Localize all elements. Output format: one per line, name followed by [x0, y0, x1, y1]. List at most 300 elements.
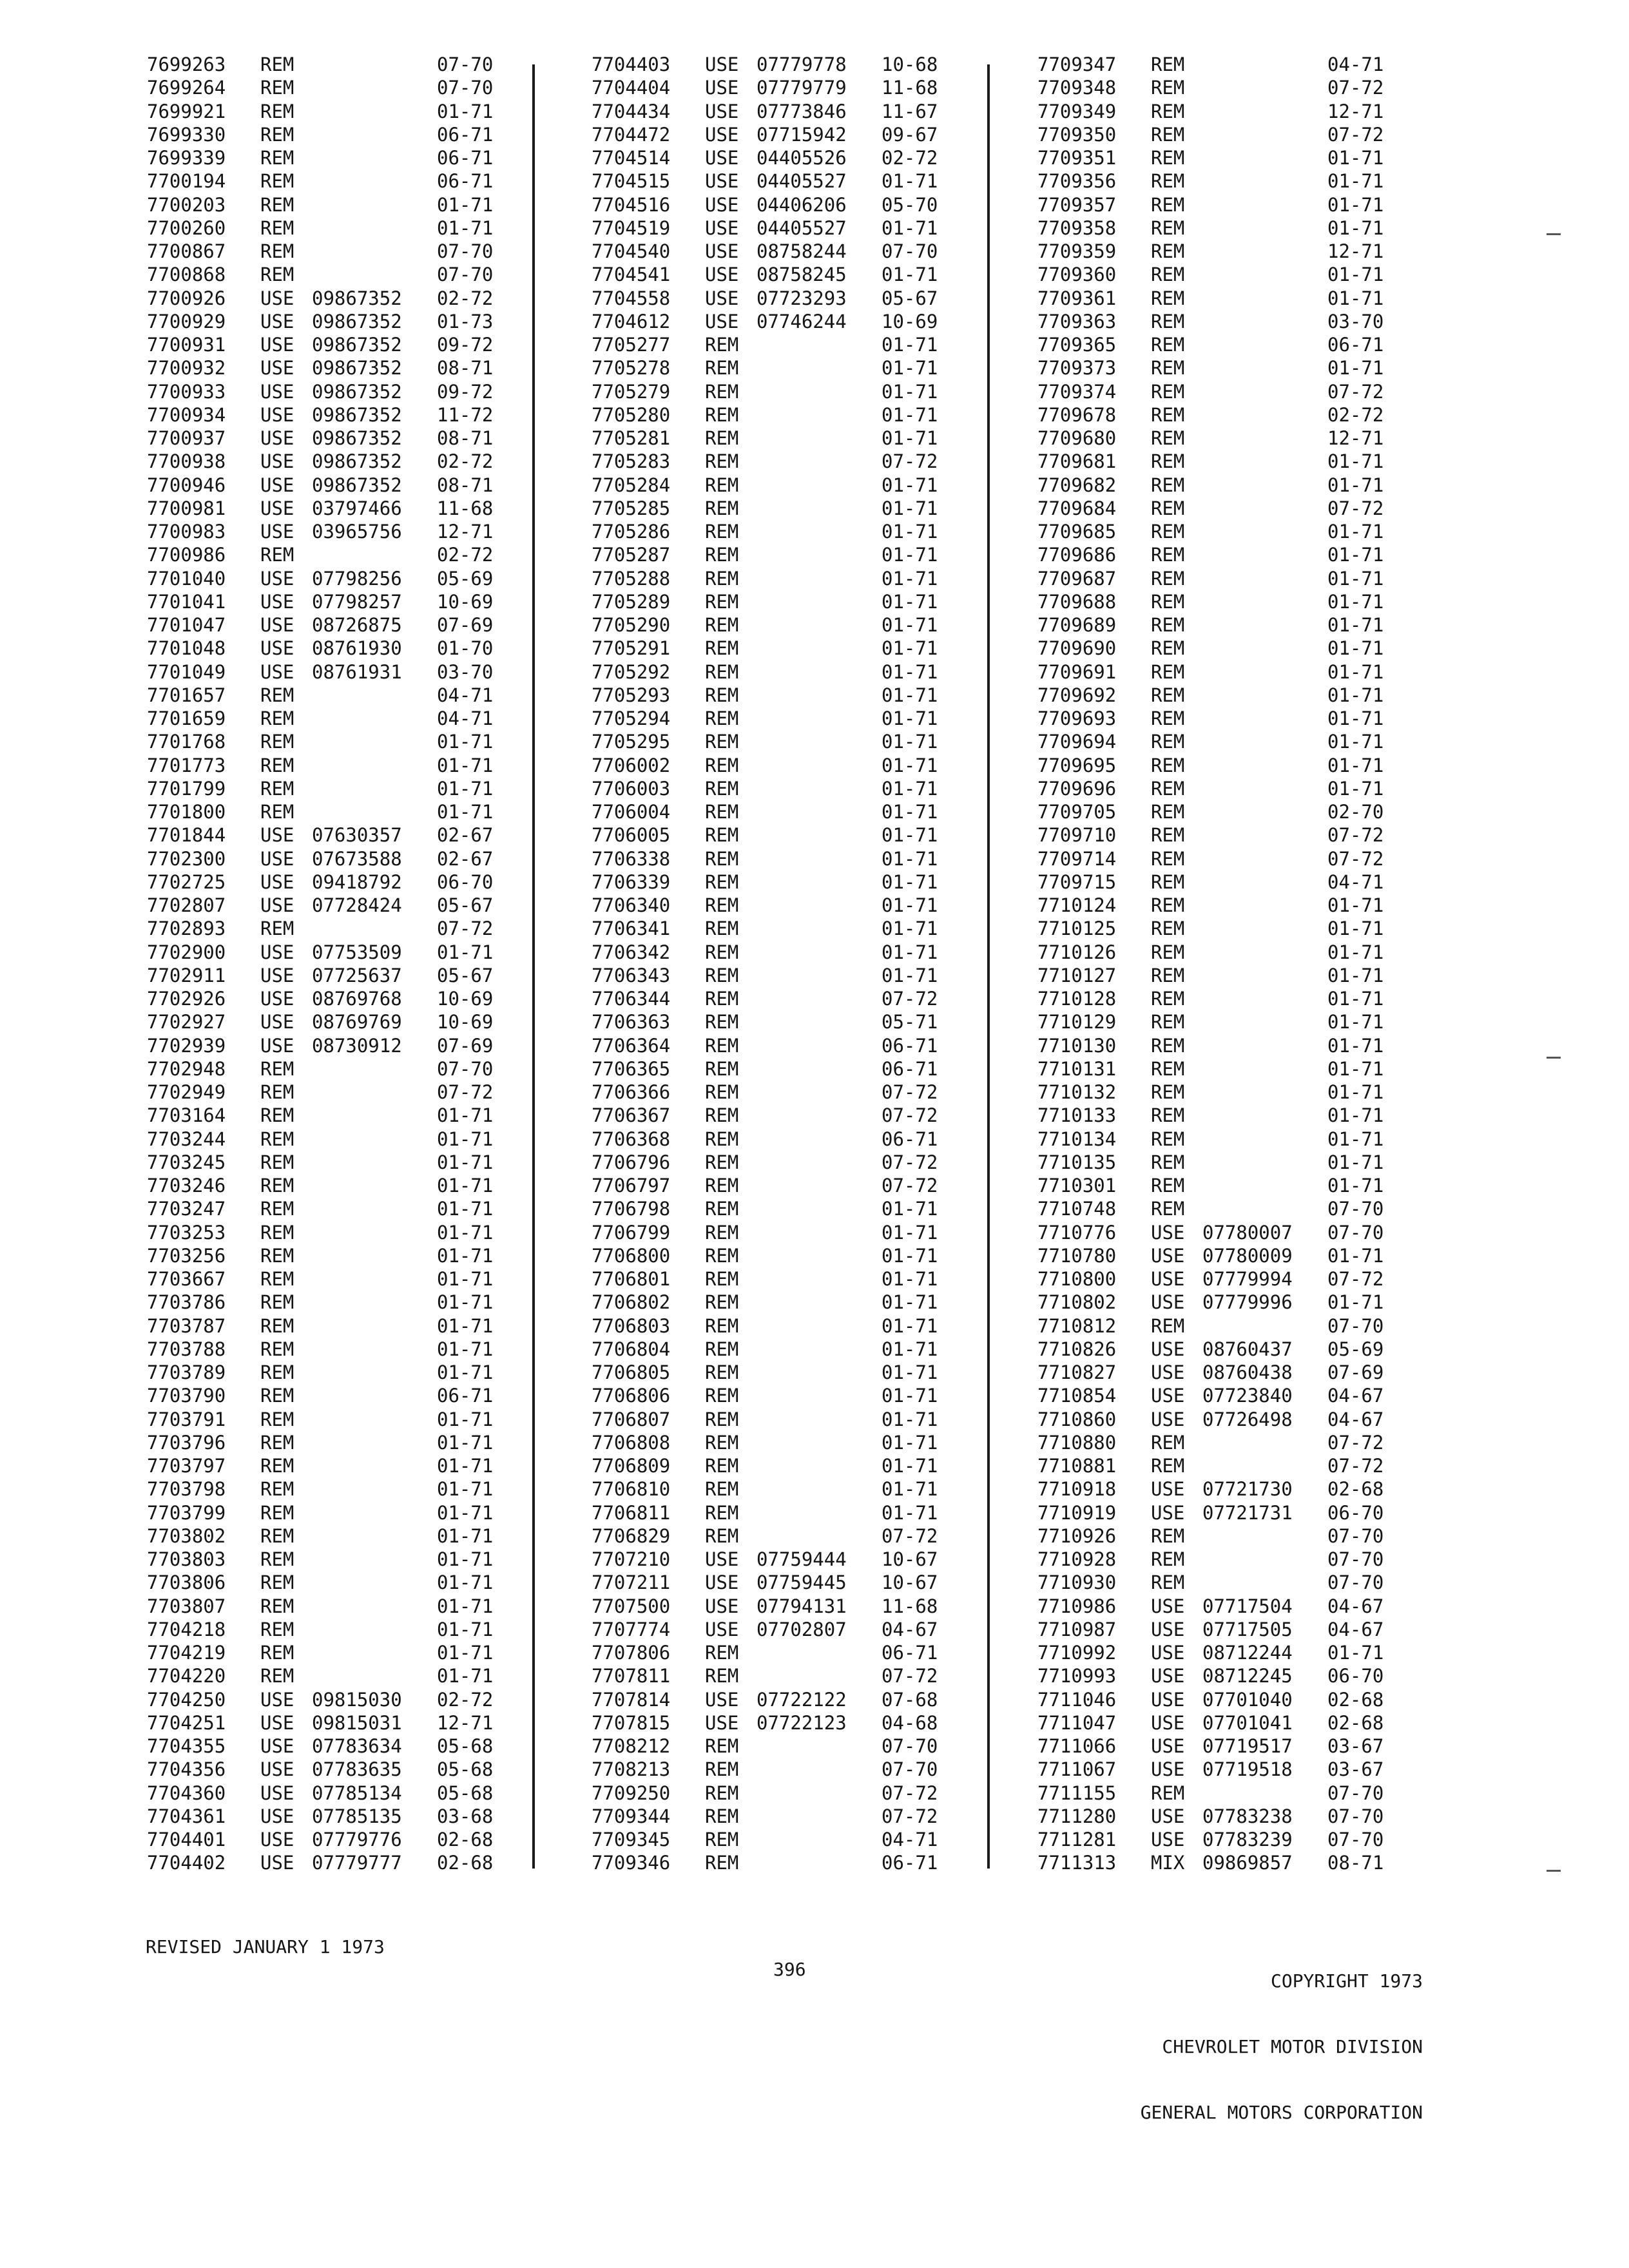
- action-code: REM: [260, 1128, 294, 1150]
- action-code: USE: [1151, 1711, 1185, 1734]
- copyright-line: COPYRIGHT 1973: [1270, 1970, 1423, 1992]
- action-code: REM: [1151, 894, 1185, 916]
- part-number: 7710132: [1037, 1081, 1117, 1103]
- part-number: 7702927: [147, 1011, 226, 1033]
- effective-date: 10-69: [437, 590, 494, 613]
- part-number: 7699339: [147, 147, 226, 169]
- part-number: 7700933: [147, 380, 226, 403]
- part-number: 7709363: [1037, 310, 1117, 332]
- action-code: REM: [705, 847, 739, 870]
- part-number: 7706803: [592, 1314, 671, 1337]
- effective-date: 07-72: [882, 1665, 938, 1687]
- effective-date: 01-71: [437, 1548, 494, 1570]
- margin-mark: [1547, 1057, 1561, 1059]
- part-number: 7703786: [147, 1291, 226, 1314]
- effective-date: 01-71: [882, 1221, 938, 1244]
- action-code: USE: [260, 847, 294, 870]
- action-code: REM: [705, 450, 739, 473]
- part-number: 7700931: [147, 334, 226, 356]
- effective-date: 05-70: [882, 193, 938, 216]
- part-number: 7710776: [1037, 1221, 1117, 1244]
- effective-date: 01-71: [1327, 941, 1384, 963]
- effective-date: 01-71: [1327, 1175, 1384, 1196]
- part-number: 7710986: [1037, 1595, 1117, 1617]
- replacement-part: 07798257: [312, 590, 402, 613]
- part-number: 7709688: [1037, 590, 1117, 613]
- effective-date: 08-71: [1327, 1852, 1384, 1874]
- part-number: 7709686: [1037, 544, 1117, 566]
- effective-date: 12-71: [437, 521, 494, 543]
- action-code: REM: [705, 1268, 739, 1290]
- part-number: 7707806: [592, 1642, 671, 1664]
- effective-date: 01-71: [882, 590, 938, 613]
- part-number: 7709347: [1037, 53, 1117, 75]
- effective-date: 01-71: [882, 1408, 938, 1430]
- effective-date: 01-71: [437, 1338, 494, 1360]
- part-number: 7711046: [1037, 1688, 1117, 1711]
- effective-date: 04-71: [1327, 53, 1384, 75]
- effective-date: 01-71: [437, 100, 494, 122]
- effective-date: 01-71: [437, 754, 494, 776]
- replacement-part: 08726875: [312, 614, 402, 636]
- effective-date: 06-71: [882, 1034, 938, 1057]
- effective-date: 01-71: [437, 1128, 494, 1150]
- action-code: USE: [260, 567, 294, 590]
- action-code: USE: [705, 147, 739, 169]
- effective-date: 01-71: [437, 731, 494, 753]
- effective-date: 07-72: [1327, 1455, 1384, 1477]
- copyright-block: [1141, 1927, 1423, 2146]
- effective-date: 01-71: [882, 1244, 938, 1267]
- action-code: REM: [260, 1151, 294, 1173]
- part-number: 7704541: [592, 264, 671, 286]
- effective-date: 12-71: [1327, 240, 1384, 262]
- action-code: USE: [705, 1618, 739, 1640]
- effective-date: 01-71: [1327, 1244, 1384, 1267]
- effective-date: 01-71: [882, 684, 938, 706]
- action-code: USE: [705, 170, 739, 193]
- action-code: USE: [260, 870, 294, 893]
- effective-date: 12-71: [1327, 100, 1384, 122]
- effective-date: 04-67: [1327, 1595, 1384, 1617]
- action-code: USE: [705, 1571, 739, 1594]
- part-number: 7703789: [147, 1361, 226, 1383]
- action-code: REM: [705, 1081, 739, 1103]
- action-code: REM: [260, 544, 294, 566]
- action-code: REM: [1151, 870, 1185, 893]
- effective-date: 01-71: [437, 1571, 494, 1594]
- part-number: 7704218: [147, 1618, 226, 1640]
- action-code: REM: [1151, 1011, 1185, 1033]
- part-number: 7710129: [1037, 1011, 1117, 1033]
- action-code: REM: [705, 894, 739, 916]
- part-number: 7704403: [592, 53, 671, 75]
- action-code: USE: [705, 287, 739, 309]
- effective-date: 03-68: [437, 1805, 494, 1827]
- effective-date: 03-70: [1327, 310, 1384, 332]
- replacement-part: 08712245: [1202, 1665, 1293, 1687]
- part-number: 7705284: [592, 474, 671, 496]
- action-code: REM: [705, 1501, 739, 1524]
- action-code: REM: [1151, 474, 1185, 496]
- part-number: 7704612: [592, 310, 671, 332]
- effective-date: 01-71: [1327, 731, 1384, 753]
- replacement-part: 09867352: [312, 310, 402, 332]
- replacement-part: 08760437: [1202, 1338, 1293, 1360]
- part-number: 7700937: [147, 427, 226, 449]
- part-number: 7710130: [1037, 1034, 1117, 1057]
- effective-date: 07-72: [882, 1524, 938, 1547]
- part-number: 7710133: [1037, 1104, 1117, 1127]
- part-number: 7703246: [147, 1175, 226, 1196]
- effective-date: 01-71: [882, 847, 938, 870]
- effective-date: 01-71: [1327, 193, 1384, 216]
- part-number: 7706798: [592, 1198, 671, 1220]
- effective-date: 01-71: [1327, 1057, 1384, 1080]
- part-number: 7711313: [1037, 1852, 1117, 1874]
- part-number: 7710812: [1037, 1314, 1117, 1337]
- effective-date: 01-71: [882, 660, 938, 683]
- effective-date: 01-71: [1327, 450, 1384, 473]
- replacement-part: 07779779: [757, 77, 847, 99]
- effective-date: 04-67: [882, 1618, 938, 1640]
- action-code: REM: [705, 427, 739, 449]
- action-code: REM: [1151, 193, 1185, 216]
- action-code: REM: [260, 1431, 294, 1454]
- effective-date: 01-71: [882, 1455, 938, 1477]
- effective-date: 01-73: [437, 310, 494, 332]
- part-number: 7700929: [147, 310, 226, 332]
- action-code: USE: [1151, 1291, 1185, 1314]
- part-number: 7704220: [147, 1665, 226, 1687]
- effective-date: 01-71: [437, 1642, 494, 1664]
- effective-date: 01-71: [437, 1314, 494, 1337]
- action-code: REM: [1151, 427, 1185, 449]
- action-code: REM: [1151, 1104, 1185, 1127]
- part-number: 7709361: [1037, 287, 1117, 309]
- division-line: CHEVROLET MOTOR DIVISION: [1162, 2036, 1423, 2057]
- part-number: 7704519: [592, 216, 671, 239]
- part-number: 7706367: [592, 1104, 671, 1127]
- effective-date: 07-70: [882, 1735, 938, 1757]
- action-code: REM: [705, 521, 739, 543]
- part-number: 7706004: [592, 801, 671, 823]
- part-number: 7706797: [592, 1175, 671, 1196]
- effective-date: 07-72: [882, 1081, 938, 1103]
- effective-date: 07-69: [1327, 1361, 1384, 1383]
- action-code: REM: [1151, 53, 1185, 75]
- action-code: USE: [705, 123, 739, 146]
- effective-date: 08-71: [437, 474, 494, 496]
- action-code: REM: [1151, 731, 1185, 753]
- effective-date: 07-72: [882, 988, 938, 1010]
- effective-date: 07-70: [437, 264, 494, 286]
- action-code: REM: [260, 170, 294, 193]
- part-number: 7709344: [592, 1805, 671, 1827]
- replacement-part: 07721730: [1202, 1478, 1293, 1501]
- replacement-part: 07726498: [1202, 1408, 1293, 1430]
- part-number: 7709348: [1037, 77, 1117, 99]
- replacement-part: 09815030: [312, 1688, 402, 1711]
- effective-date: 07-70: [1327, 1805, 1384, 1827]
- action-code: USE: [705, 100, 739, 122]
- part-number: 7706829: [592, 1524, 671, 1547]
- effective-date: 07-72: [882, 1151, 938, 1173]
- part-number: 7704558: [592, 287, 671, 309]
- replacement-part: 09867352: [312, 334, 402, 356]
- effective-date: 01-71: [437, 1618, 494, 1640]
- part-number: 7708213: [592, 1758, 671, 1781]
- action-code: REM: [260, 1455, 294, 1477]
- part-number: 7703803: [147, 1548, 226, 1570]
- part-number: 7705277: [592, 334, 671, 356]
- part-number: 7707811: [592, 1665, 671, 1687]
- part-number: 7710802: [1037, 1291, 1117, 1314]
- action-code: REM: [260, 1665, 294, 1687]
- action-code: REM: [705, 801, 739, 823]
- effective-date: 01-71: [437, 941, 494, 963]
- action-code: REM: [260, 1618, 294, 1640]
- part-number: 7706805: [592, 1361, 671, 1383]
- replacement-part: 07794131: [757, 1595, 847, 1617]
- effective-date: 07-69: [437, 1034, 494, 1057]
- effective-date: 01-71: [1327, 590, 1384, 613]
- part-number: 7709710: [1037, 824, 1117, 847]
- action-code: REM: [705, 1291, 739, 1314]
- action-code: REM: [1151, 403, 1185, 426]
- effective-date: 01-71: [882, 731, 938, 753]
- effective-date: 01-71: [1327, 1151, 1384, 1173]
- effective-date: 10-69: [437, 1011, 494, 1033]
- action-code: USE: [705, 1711, 739, 1734]
- effective-date: 01-71: [882, 918, 938, 940]
- action-code: REM: [705, 731, 739, 753]
- part-number: 7703788: [147, 1338, 226, 1360]
- part-number: 7710124: [1037, 894, 1117, 916]
- action-code: USE: [705, 1688, 739, 1711]
- action-code: REM: [705, 1128, 739, 1150]
- action-code: REM: [1151, 988, 1185, 1010]
- effective-date: 02-68: [437, 1829, 494, 1850]
- part-number: 7709694: [1037, 731, 1117, 753]
- action-code: REM: [705, 334, 739, 356]
- part-number: 7706340: [592, 894, 671, 916]
- part-number: 7703807: [147, 1595, 226, 1617]
- effective-date: 02-68: [1327, 1711, 1384, 1734]
- action-code: USE: [705, 53, 739, 75]
- action-code: REM: [1151, 1431, 1185, 1454]
- part-number: 7705286: [592, 521, 671, 543]
- replacement-part: 07759444: [757, 1548, 847, 1570]
- action-code: USE: [1151, 1501, 1185, 1524]
- effective-date: 01-71: [882, 216, 938, 239]
- effective-date: 01-71: [882, 1268, 938, 1290]
- part-number: 7706804: [592, 1338, 671, 1360]
- part-number: 7705294: [592, 707, 671, 729]
- part-number: 7710131: [1037, 1057, 1117, 1080]
- effective-date: 01-71: [882, 264, 938, 286]
- effective-date: 01-71: [1327, 1642, 1384, 1664]
- part-number: 7704514: [592, 147, 671, 169]
- effective-date: 01-71: [1327, 918, 1384, 940]
- effective-date: 01-71: [1327, 894, 1384, 916]
- effective-date: 01-71: [882, 1478, 938, 1501]
- part-number: 7710827: [1037, 1361, 1117, 1383]
- part-number: 7702300: [147, 847, 226, 870]
- effective-date: 07-68: [882, 1688, 938, 1711]
- effective-date: 01-71: [1327, 474, 1384, 496]
- action-code: REM: [260, 918, 294, 940]
- margin-mark: [1547, 233, 1561, 235]
- action-code: REM: [1151, 497, 1185, 519]
- effective-date: 02-67: [437, 824, 494, 847]
- action-code: REM: [1151, 684, 1185, 706]
- effective-date: 05-67: [882, 287, 938, 309]
- action-code: REM: [1151, 1782, 1185, 1804]
- part-number: 7702939: [147, 1034, 226, 1057]
- action-code: REM: [1151, 240, 1185, 262]
- replacement-part: 07717504: [1202, 1595, 1293, 1617]
- action-code: REM: [705, 567, 739, 590]
- part-number: 7699330: [147, 123, 226, 146]
- action-code: REM: [705, 824, 739, 847]
- effective-date: 01-71: [1327, 1291, 1384, 1314]
- action-code: USE: [260, 287, 294, 309]
- replacement-part: 07798256: [312, 567, 402, 590]
- action-code: REM: [705, 1852, 739, 1874]
- action-code: USE: [1151, 1688, 1185, 1711]
- margin-mark: [1547, 1870, 1561, 1872]
- effective-date: 07-70: [1327, 1829, 1384, 1850]
- action-code: USE: [260, 380, 294, 403]
- action-code: USE: [705, 240, 739, 262]
- part-number: 7703256: [147, 1244, 226, 1267]
- part-number: 7710993: [1037, 1665, 1117, 1687]
- part-number: 7709350: [1037, 123, 1117, 146]
- action-code: USE: [260, 637, 294, 660]
- part-number: 7701040: [147, 567, 226, 590]
- effective-date: 07-72: [1327, 824, 1384, 847]
- action-code: REM: [1151, 918, 1185, 940]
- action-code: REM: [1151, 310, 1185, 332]
- part-number: 7706344: [592, 988, 671, 1010]
- part-number: 7709357: [1037, 193, 1117, 216]
- effective-date: 01-71: [882, 964, 938, 986]
- action-code: REM: [705, 1361, 739, 1383]
- part-number: 7711067: [1037, 1758, 1117, 1781]
- replacement-part: 08730912: [312, 1034, 402, 1057]
- replacement-part: 07715942: [757, 123, 847, 146]
- effective-date: 11-67: [882, 100, 938, 122]
- column-divider-2: [987, 64, 990, 1869]
- effective-date: 01-71: [882, 870, 938, 893]
- effective-date: 01-71: [1327, 637, 1384, 660]
- action-code: REM: [260, 100, 294, 122]
- action-code: REM: [1151, 847, 1185, 870]
- effective-date: 01-71: [1327, 684, 1384, 706]
- part-number: 7706364: [592, 1034, 671, 1057]
- action-code: USE: [260, 1805, 294, 1827]
- action-code: REM: [705, 1011, 739, 1033]
- effective-date: 01-71: [437, 1455, 494, 1477]
- replacement-part: 07722122: [757, 1688, 847, 1711]
- effective-date: 07-70: [1327, 1314, 1384, 1337]
- replacement-part: 04406206: [757, 193, 847, 216]
- action-code: REM: [1151, 1151, 1185, 1173]
- effective-date: 01-71: [437, 1198, 494, 1220]
- effective-date: 04-67: [1327, 1408, 1384, 1430]
- effective-date: 01-71: [882, 824, 938, 847]
- action-code: REM: [705, 1175, 739, 1196]
- effective-date: 01-71: [437, 1524, 494, 1547]
- effective-date: 02-68: [1327, 1688, 1384, 1711]
- action-code: USE: [1151, 1385, 1185, 1407]
- effective-date: 01-71: [1327, 544, 1384, 566]
- effective-date: 07-72: [882, 1805, 938, 1827]
- part-number: 7709692: [1037, 684, 1117, 706]
- page-number: 396: [773, 1959, 806, 1980]
- effective-date: 05-68: [437, 1782, 494, 1804]
- action-code: REM: [260, 1338, 294, 1360]
- replacement-part: 09867352: [312, 403, 402, 426]
- part-number: 7703667: [147, 1268, 226, 1290]
- part-number: 7710127: [1037, 964, 1117, 986]
- effective-date: 01-71: [437, 1268, 494, 1290]
- part-number: 7710919: [1037, 1501, 1117, 1524]
- effective-date: 10-69: [882, 310, 938, 332]
- action-code: USE: [705, 193, 739, 216]
- part-number: 7702949: [147, 1081, 226, 1103]
- replacement-part: 07773846: [757, 100, 847, 122]
- effective-date: 05-67: [437, 894, 494, 916]
- part-number: 7699921: [147, 100, 226, 122]
- part-number: 7704356: [147, 1758, 226, 1781]
- effective-date: 01-71: [437, 1244, 494, 1267]
- part-number: 7705293: [592, 684, 671, 706]
- effective-date: 04-71: [1327, 870, 1384, 893]
- part-number: 7706341: [592, 918, 671, 940]
- effective-date: 01-71: [1327, 357, 1384, 380]
- part-number: 7709680: [1037, 427, 1117, 449]
- action-code: MIX: [1151, 1852, 1185, 1874]
- effective-date: 09-72: [437, 334, 494, 356]
- part-number: 7705279: [592, 380, 671, 403]
- effective-date: 01-71: [882, 1198, 938, 1220]
- part-number: 7706808: [592, 1431, 671, 1454]
- action-code: REM: [260, 1221, 294, 1244]
- action-code: REM: [260, 731, 294, 753]
- part-number: 7706811: [592, 1501, 671, 1524]
- replacement-part: 08712244: [1202, 1642, 1293, 1664]
- action-code: REM: [1151, 824, 1185, 847]
- action-code: REM: [705, 403, 739, 426]
- replacement-part: 07701041: [1202, 1711, 1293, 1734]
- effective-date: 01-71: [1327, 1081, 1384, 1103]
- part-number: 7706368: [592, 1128, 671, 1150]
- effective-date: 05-67: [437, 964, 494, 986]
- part-number: 7704402: [147, 1852, 226, 1874]
- part-number: 7703799: [147, 1501, 226, 1524]
- part-number: 7699263: [147, 53, 226, 75]
- part-number: 7703245: [147, 1151, 226, 1173]
- effective-date: 07-72: [1327, 1431, 1384, 1454]
- replacement-part: 07717505: [1202, 1618, 1293, 1640]
- action-code: REM: [705, 544, 739, 566]
- part-number: 7700868: [147, 264, 226, 286]
- action-code: REM: [260, 147, 294, 169]
- part-number: 7709687: [1037, 567, 1117, 590]
- part-number: 7701799: [147, 777, 226, 800]
